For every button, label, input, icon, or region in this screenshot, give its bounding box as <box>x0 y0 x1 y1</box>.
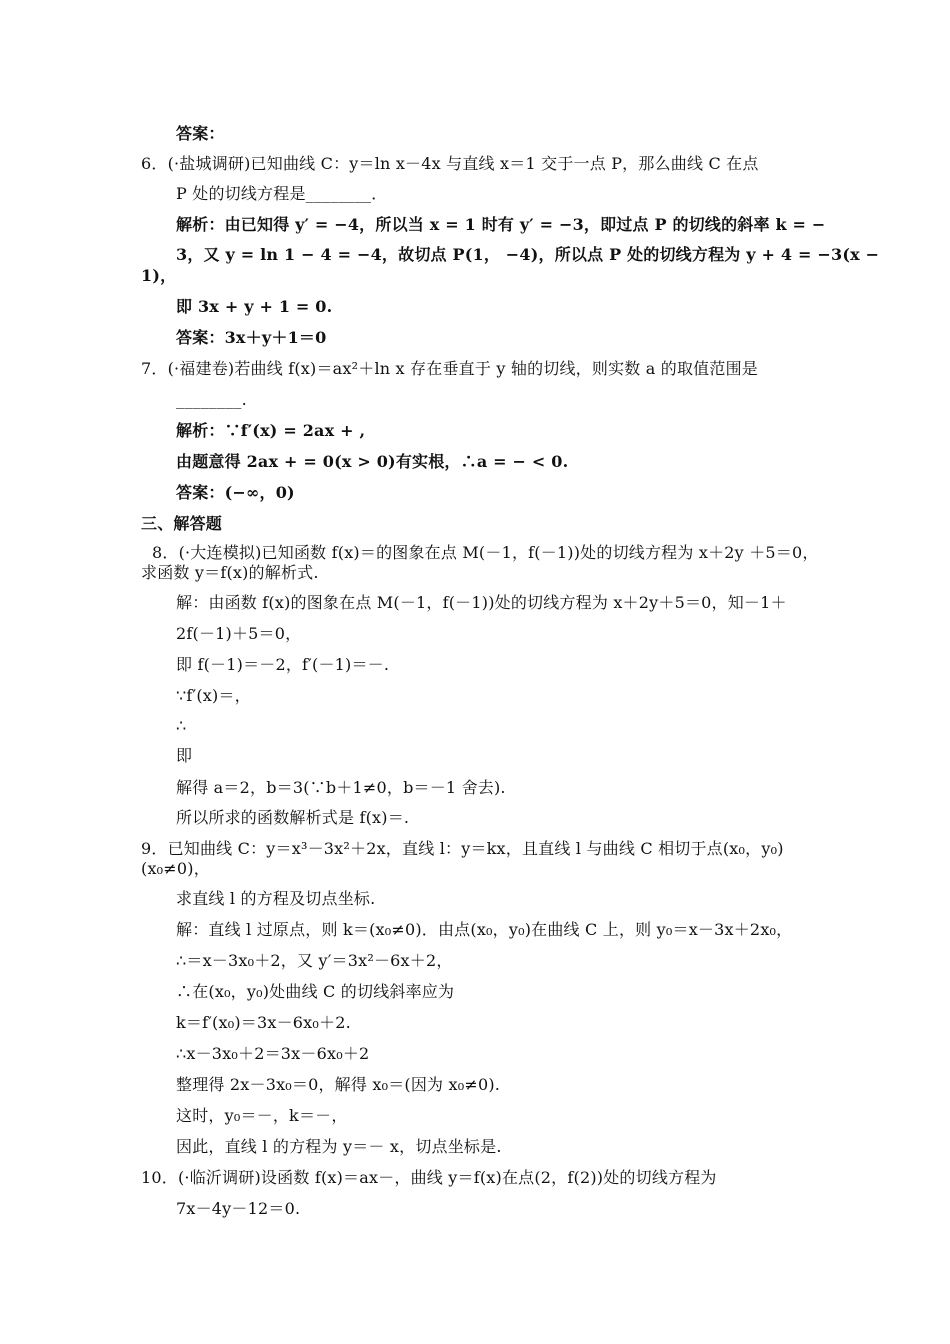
question-9-cont: (x₀≠0)， <box>141 859 210 878</box>
q6-analysis-line-1: 解析：由已知得 y′ = −4，所以当 x = 1 时有 y′ = −3，即过点 P 的切线的斜率 k = − <box>176 215 826 234</box>
q9-solution-line-8: 因此，直线 l 的方程为 y＝－ x，切点坐标是. <box>176 1137 502 1156</box>
q8-solution-line-4: ∵f′(x)＝， <box>176 686 251 705</box>
q9-solution-line-4: k＝f′(x₀)＝3x－6x₀＋2. <box>176 1013 351 1032</box>
question-9-ask: 求直线 l 的方程及切点坐标. <box>176 889 376 908</box>
q9-solution-line-1: 解：直线 l 过原点，则 k＝(x₀≠0)．由点(x₀，y₀)在曲线 C 上，则 y₀＝x－3x＋2x₀， <box>176 920 793 939</box>
q8-solution-line-2: 2f(－1)＋5＝0， <box>176 624 302 643</box>
q7-analysis-line-1: 解析：∵f′(x) = 2ax + , <box>176 421 366 440</box>
question-10-cont: 7x－4y－12＝0. <box>176 1199 301 1218</box>
question-6-blank: P 处的切线方程是________． <box>176 184 388 203</box>
question-9: 9．已知曲线 C：y＝x³－3x²＋2x，直线 l：y＝kx，且直线 l 与曲线 C 相切于点(x₀，y₀) <box>141 839 784 858</box>
q9-solution-line-7: 这时，y₀＝－，k＝－， <box>176 1106 348 1125</box>
question-8: 8．(·大连模拟)已知函数 f(x)＝的图象在点 M(－1，f(－1))处的切线方程为 x＋2y ＋5＝0， <box>152 543 819 562</box>
section-heading: 三、解答题 <box>141 514 223 533</box>
q8-solution-line-6: 即 <box>176 746 193 765</box>
q8-solution-line-5: ∴ <box>176 716 187 735</box>
question-6: 6．(·盐城调研)已知曲线 C：y＝ln x－4x 与直线 x＝1 交于一点 P，那么曲线 C 在点 <box>141 154 759 173</box>
q9-solution-line-6: 整理得 2x－3x₀＝0，解得 x₀＝(因为 x₀≠0). <box>176 1075 501 1094</box>
question-7: 7．(·福建卷)若曲线 f(x)＝ax²＋ln x 存在垂直于 y 轴的切线，则实数 a 的取值范围是 <box>141 359 758 378</box>
q9-solution-line-3: ∴在(x₀，y₀)处曲线 C 的切线斜率应为 <box>176 982 455 1001</box>
question-8-cont: 求函数 y＝f(x)的解析式. <box>141 563 319 582</box>
q8-solution-line-3: 即 f(－1)＝－2，f′(－1)＝－. <box>176 655 390 674</box>
q9-solution-line-2: ∴＝x－3x₀＋2，又 y′＝3x²－6x＋2， <box>176 951 453 970</box>
q7-answer: 答案：(−∞，0) <box>176 483 295 502</box>
q6-analysis-line-4: 即 3x + y + 1 = 0. <box>176 297 333 316</box>
q8-solution-line-8: 所以所求的函数解析式是 f(x)＝. <box>176 808 410 827</box>
q9-solution-line-5: ∴x－3x₀＋2＝3x－6x₀＋2 <box>176 1044 370 1063</box>
question-7-blank: ________. <box>176 390 247 409</box>
q8-solution-line-1: 解：由函数 f(x)的图象在点 M(－1，f(－1))处的切线方程为 x＋2y＋5＝0，知－1＋ <box>176 593 787 612</box>
q6-answer: 答案：3x＋y＋1＝0 <box>176 328 327 347</box>
question-10: 10．(·临沂调研)设函数 f(x)＝ax－，曲线 y＝f(x)在点(2，f(2))处的切线方程为 <box>141 1168 717 1187</box>
q7-analysis-line-2: 由题意得 2ax + = 0(x > 0)有实根，∴a = − < 0. <box>176 452 569 471</box>
answer-label-q5: 答案： <box>176 124 225 143</box>
q8-solution-line-7: 解得 a＝2，b＝3(∵b＋1≠0，b＝－1 舍去). <box>176 778 506 797</box>
q6-analysis-line-3: 1)， <box>141 266 177 285</box>
q6-analysis-line-2: 3，又 y = ln 1 − 4 = −4，故切点 P(1， −4)，所以点 P 处的切线方程为 y + 4 = −3(x − <box>176 245 880 264</box>
